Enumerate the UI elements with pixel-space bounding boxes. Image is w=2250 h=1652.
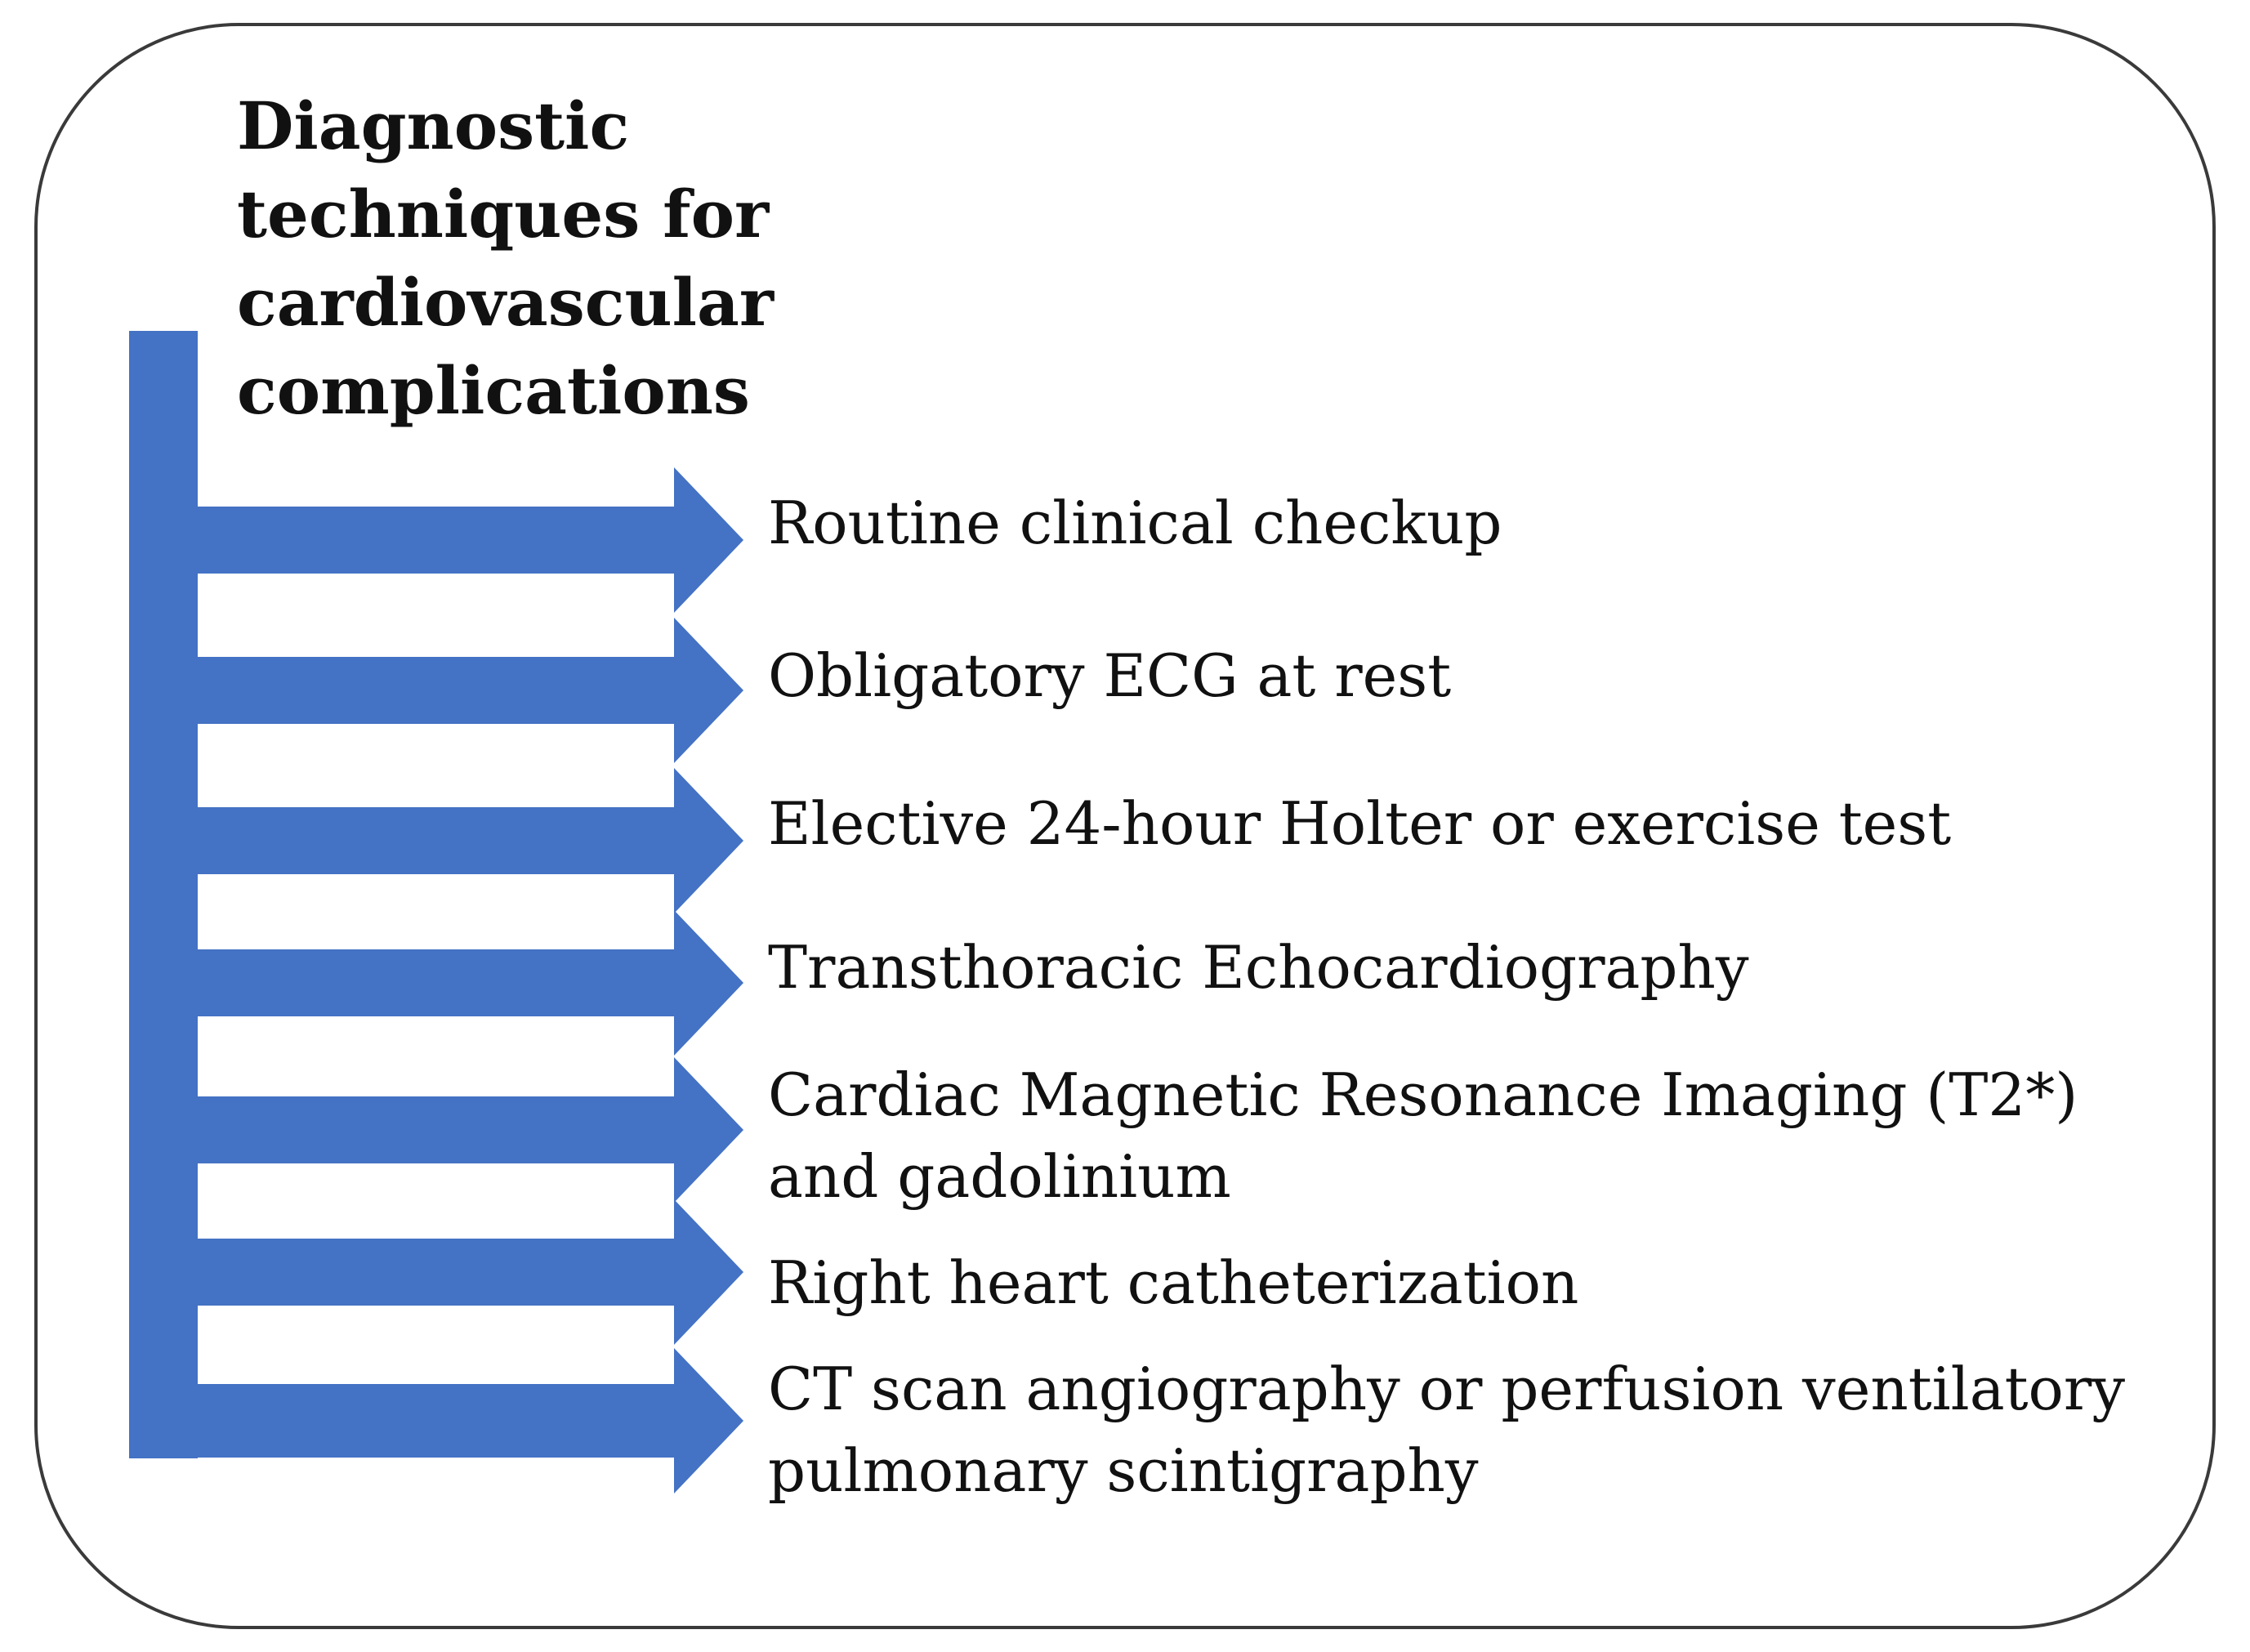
branch-arrow-7: [129, 1348, 743, 1493]
branch-arrow-4: [129, 910, 743, 1056]
item-label-ecg: Obligatory ECG at rest: [768, 641, 1452, 710]
branch-arrow-3: [129, 768, 743, 913]
branch-arrow-5: [129, 1057, 743, 1203]
diagram-title: Diagnostic techniques for cardiovascular complications: [237, 87, 774, 429]
item-label-ct-scintigraphy: CT scan angiography or perfusion ventilatory pulmonary scintigraphy: [768, 1355, 2125, 1505]
item-label-catheterization: Right heart catheterization: [768, 1248, 1579, 1317]
branch-arrow-1: [129, 467, 743, 613]
item-label-cardiac-mri: Cardiac Magnetic Resonance Imaging (T2*) and gadolinium: [768, 1060, 2078, 1211]
item-label-echocardiography: Transthoracic Echocardiography: [768, 933, 1749, 1002]
item-label-holter: Elective 24-hour Holter or exercise test: [768, 789, 1952, 858]
branch-arrow-2: [129, 618, 743, 763]
branch-arrow-6: [129, 1199, 743, 1345]
item-label-routine-checkup: Routine clinical checkup: [768, 489, 1502, 557]
